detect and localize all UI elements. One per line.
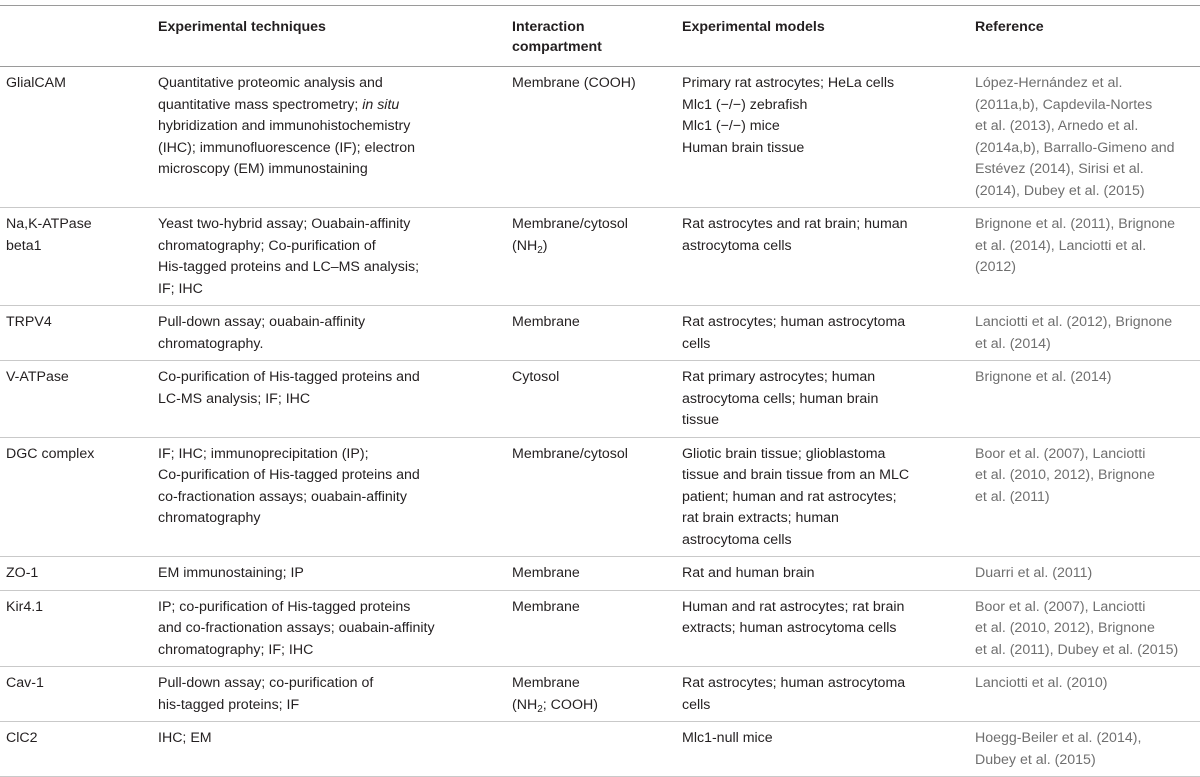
reference-line: Duarri et al. (2011) xyxy=(975,565,1093,581)
techniques-line: his-tagged proteins; IF xyxy=(158,696,300,713)
reference-cell xyxy=(969,590,1200,667)
models-line: rat brain extracts; human xyxy=(682,510,839,526)
models-line: Human and rat astrocytes; rat brain xyxy=(682,598,905,615)
reference-line: Boor et al. (2007), Lanciotti xyxy=(975,445,1146,462)
models-line: Human brain tissue xyxy=(682,139,805,156)
models-line: Rat astrocytes; human astrocytoma xyxy=(682,314,906,330)
models-cell xyxy=(676,667,969,722)
techniques-line: chromatography. xyxy=(158,335,264,352)
models-cell xyxy=(676,590,969,667)
table-container xyxy=(0,5,1200,777)
reference-cell xyxy=(969,361,1200,438)
techniques-line: chromatography; IF; IHC xyxy=(158,641,314,658)
techniques-cell xyxy=(152,67,506,208)
techniques-line xyxy=(158,95,500,117)
techniques-cell xyxy=(152,667,506,722)
reference-line: et al. (2014), Lanciotti et al. xyxy=(975,237,1147,254)
techniques-line: IF; IHC; immunoprecipitation (IP); xyxy=(158,445,369,462)
techniques-line: chromatography xyxy=(158,510,261,526)
techniques-line: microscopy (EM) immunostaining xyxy=(158,161,368,177)
compartment-line: Membrane xyxy=(512,565,580,581)
models-cell xyxy=(676,722,969,777)
models-cell xyxy=(676,306,969,361)
models-line: tissue and brain tissue from an MLC xyxy=(682,467,910,483)
table-row xyxy=(0,667,1200,722)
techniques-italic-text: in situ xyxy=(362,96,400,113)
compartment-line: Membrane/cytosol xyxy=(512,216,628,232)
protein-name: TRPV4 xyxy=(6,314,52,330)
reference-cell xyxy=(969,722,1200,777)
compartment-cell xyxy=(506,361,676,438)
models-line: Mlc1-null mice xyxy=(682,730,773,746)
reference-line: et al. (2011) xyxy=(975,488,1050,505)
protein-name: Na,K-ATPase xyxy=(6,216,92,232)
models-line: cells xyxy=(682,335,711,352)
table-row xyxy=(0,557,1200,591)
table-row xyxy=(0,306,1200,361)
techniques-cell xyxy=(152,590,506,667)
compartment-line: Membrane/cytosol xyxy=(512,445,628,462)
protein-cell xyxy=(0,306,152,361)
techniques-line: IHC; EM xyxy=(158,730,212,746)
reference-line: (2014), Dubey et al. (2015) xyxy=(975,182,1145,199)
compartment-text: ) xyxy=(542,237,548,254)
models-line: tissue xyxy=(682,412,720,428)
reference-line: Dubey et al. (2015) xyxy=(975,751,1096,768)
models-line: patient; human and rat astrocytes; xyxy=(682,488,897,505)
compartment-line: Membrane (COOH) xyxy=(512,75,636,91)
protein-cell xyxy=(0,208,152,306)
models-cell xyxy=(676,557,969,591)
techniques-line: IP; co-purification of His-tagged proteins xyxy=(158,598,411,615)
compartment-cell xyxy=(506,306,676,361)
techniques-line: co-fractionation assays; ouabain-affinity xyxy=(158,488,407,505)
models-line: Rat and human brain xyxy=(682,565,815,581)
reference-line: (2011a,b), Capdevila-Nortes xyxy=(975,96,1153,113)
protein-name: GlialCAM xyxy=(6,75,66,91)
models-line: astrocytoma cells; human brain xyxy=(682,390,879,407)
reference-line: Estévez (2014), Sirisi et al. xyxy=(975,161,1144,177)
compartment-cell xyxy=(506,590,676,667)
header-interaction-compartment-text: Interaction compartment xyxy=(512,19,602,55)
compartment-cell xyxy=(506,208,676,306)
protein-name: Cav-1 xyxy=(6,675,44,691)
models-line: Primary rat astrocytes; HeLa cells xyxy=(682,75,895,91)
models-cell xyxy=(676,437,969,557)
techniques-line: (IHC); immunofluorescence (IF); electron xyxy=(158,139,416,156)
protein-name: DGC complex xyxy=(6,445,95,462)
compartment-cell xyxy=(506,437,676,557)
models-line: astrocytoma cells xyxy=(682,237,792,254)
techniques-cell xyxy=(152,361,506,438)
techniques-line: Pull-down assay; ouabain-affinity xyxy=(158,314,366,330)
techniques-line: IF; IHC xyxy=(158,280,203,297)
protein-cell xyxy=(0,361,152,438)
header-row xyxy=(0,6,1200,67)
techniques-text: quantitative mass spectrometry; xyxy=(158,96,363,113)
header-experimental-techniques: Experimental techniques xyxy=(158,19,326,35)
models-line: cells xyxy=(682,696,711,713)
protein-cell xyxy=(0,437,152,557)
reference-line: Hoegg-Beiler et al. (2014), xyxy=(975,730,1142,746)
table-row xyxy=(0,361,1200,438)
techniques-line: Co-purification of His-tagged proteins and xyxy=(158,369,420,385)
reference-cell xyxy=(969,208,1200,306)
compartment-line: Membrane xyxy=(512,675,580,691)
techniques-cell xyxy=(152,208,506,306)
techniques-line: chromatography; Co-purification of xyxy=(158,237,376,254)
protein-cell xyxy=(0,667,152,722)
reference-line: Brignone et al. (2011), Brignone xyxy=(975,216,1176,232)
table-row xyxy=(0,67,1200,208)
header-interaction-compartment xyxy=(506,6,676,67)
techniques-line: Yeast two-hybrid assay; Ouabain-affinity xyxy=(158,216,411,232)
reference-cell xyxy=(969,306,1200,361)
compartment-line: Membrane xyxy=(512,598,580,615)
techniques-line: Pull-down assay; co-purification of xyxy=(158,675,374,691)
table-row xyxy=(0,722,1200,777)
techniques-cell xyxy=(152,557,506,591)
reference-line: et al. (2011), Dubey et al. (2015) xyxy=(975,641,1179,658)
reference-cell xyxy=(969,557,1200,591)
compartment-cell xyxy=(506,722,676,777)
compartment-line: Membrane xyxy=(512,314,580,330)
reference-line: et al. (2014) xyxy=(975,335,1051,352)
table-row xyxy=(0,208,1200,306)
reference-line: et al. (2010, 2012), Brignone xyxy=(975,620,1155,636)
header-experimental-models: Experimental models xyxy=(682,19,825,35)
protein-cell xyxy=(0,722,152,777)
protein-name: ZO-1 xyxy=(6,565,39,581)
reference-line: et al. (2010, 2012), Brignone xyxy=(975,467,1155,483)
techniques-line: and co-fractionation assays; ouabain-affinity xyxy=(158,620,435,636)
reference-line: Lanciotti et al. (2012), Brignone xyxy=(975,314,1173,330)
models-line: astrocytoma cells xyxy=(682,531,792,548)
techniques-line: Co-purification of His-tagged proteins and xyxy=(158,467,420,483)
protein-cell xyxy=(0,557,152,591)
models-cell xyxy=(676,208,969,306)
techniques-line: His-tagged proteins and LC–MS analysis; xyxy=(158,259,420,275)
models-line: Mlc1 (−/−) mice xyxy=(682,118,780,134)
interaction-table xyxy=(0,5,1200,777)
techniques-line: hybridization and immunohistochemistry xyxy=(158,118,411,134)
compartment-line xyxy=(512,695,670,717)
subscript: 2 xyxy=(537,244,543,256)
table-row xyxy=(0,437,1200,557)
techniques-cell xyxy=(152,306,506,361)
models-line: Rat primary astrocytes; human xyxy=(682,369,876,385)
reference-line: (2014a,b), Barrallo-Gimeno and xyxy=(975,139,1175,156)
compartment-cell xyxy=(506,557,676,591)
compartment-cell xyxy=(506,67,676,208)
reference-line: Lanciotti et al. (2010) xyxy=(975,675,1108,691)
reference-cell xyxy=(969,437,1200,557)
compartment-line: Cytosol xyxy=(512,369,560,385)
models-line: extracts; human astrocytoma cells xyxy=(682,620,897,636)
models-cell xyxy=(676,361,969,438)
table-row xyxy=(0,590,1200,667)
models-line: Rat astrocytes; human astrocytoma xyxy=(682,675,906,691)
reference-line: et al. (2013), Arnedo et al. xyxy=(975,118,1139,134)
protein-cell xyxy=(0,67,152,208)
techniques-cell xyxy=(152,722,506,777)
compartment-cell xyxy=(506,667,676,722)
reference-cell xyxy=(969,67,1200,208)
models-line: Mlc1 (−/−) zebrafish xyxy=(682,96,808,113)
protein-name: ClC2 xyxy=(6,730,38,746)
compartment-text: (NH xyxy=(512,237,538,254)
header-protein xyxy=(0,6,152,67)
subscript: 2 xyxy=(537,703,543,715)
compartment-text: (NH xyxy=(512,696,538,713)
techniques-line: EM immunostaining; IP xyxy=(158,565,304,581)
techniques-cell xyxy=(152,437,506,557)
protein-cell xyxy=(0,590,152,667)
reference-cell xyxy=(969,667,1200,722)
compartment-text: ; COOH) xyxy=(542,696,598,713)
protein-name: V-ATPase xyxy=(6,369,69,385)
protein-name: beta1 xyxy=(6,237,42,254)
header-reference: Reference xyxy=(975,19,1044,35)
compartment-line xyxy=(512,236,670,258)
reference-line: (2012) xyxy=(975,259,1017,275)
models-cell xyxy=(676,67,969,208)
models-line: Rat astrocytes and rat brain; human xyxy=(682,216,908,232)
models-line: Gliotic brain tissue; glioblastoma xyxy=(682,445,886,462)
protein-name: Kir4.1 xyxy=(6,598,44,615)
reference-line: Boor et al. (2007), Lanciotti xyxy=(975,598,1146,615)
techniques-line: LC-MS analysis; IF; IHC xyxy=(158,390,311,407)
reference-line: López-Hernández et al. xyxy=(975,75,1123,91)
techniques-line: Quantitative proteomic analysis and xyxy=(158,75,383,91)
reference-line: Brignone et al. (2014) xyxy=(975,369,1112,385)
